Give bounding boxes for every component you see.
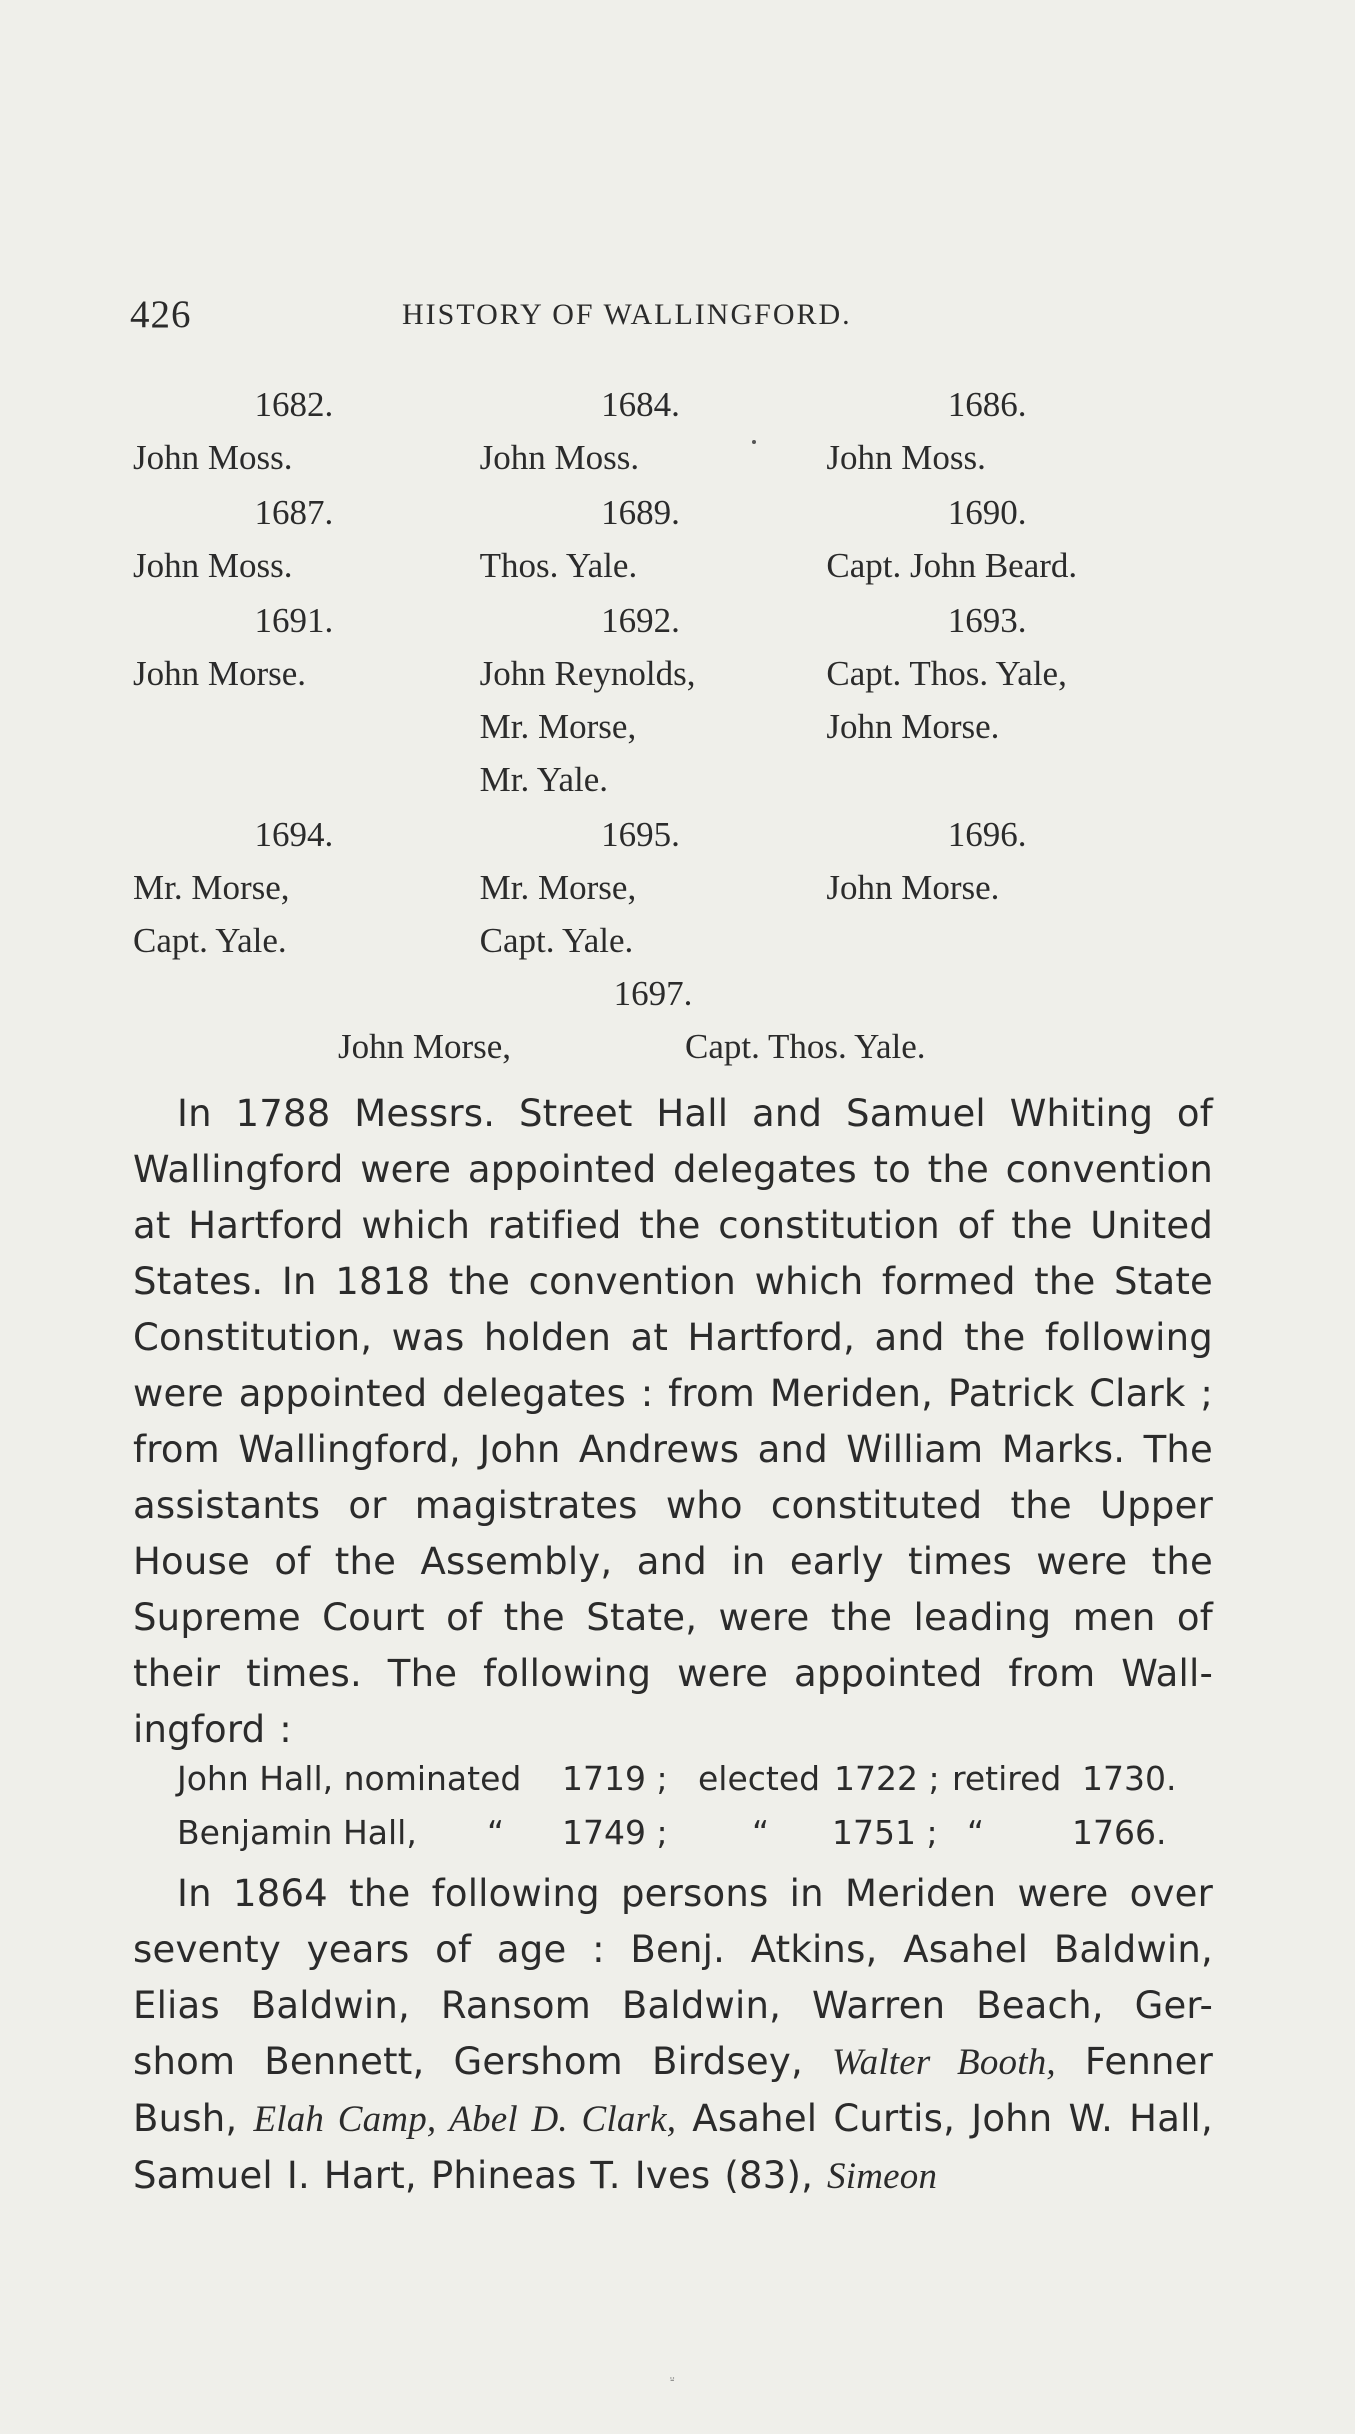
- footer-mark: ⸚: [670, 2373, 675, 2388]
- election-year: 1684.: [601, 385, 680, 424]
- nominated-year: 1749 ;: [562, 1813, 668, 1852]
- delegate-name: John Moss.: [826, 438, 986, 477]
- delegate-name: Capt. Yale.: [479, 921, 634, 960]
- ditto-mark: “: [487, 1813, 505, 1852]
- election-cell: [480, 486, 827, 592]
- election-year: 1686.: [947, 385, 1027, 424]
- election-year: 1692.: [601, 601, 680, 640]
- delegate-name: John Morse.: [133, 654, 307, 693]
- delegate-name: John Morse.: [826, 868, 1000, 907]
- delegate-name: Mr. Morse,: [479, 707, 637, 746]
- elected-year: 1722 ;: [834, 1759, 940, 1798]
- paragraph-delegates: [133, 1086, 1213, 1758]
- assistant-row: [177, 1752, 1197, 1806]
- delegate-name: Mr. Morse,: [133, 868, 290, 907]
- delegate-name: Mr. Yale.: [479, 760, 609, 799]
- delegate-name: Capt. Thos. Yale,: [826, 654, 1067, 693]
- election-cell: [826, 486, 1173, 592]
- delegate-name: Mr. Morse,: [479, 868, 637, 907]
- election-year: 1687.: [254, 493, 334, 532]
- retired-year: 1766.: [1072, 1813, 1167, 1852]
- text-run: Fenner Bush,: [133, 2040, 1213, 2140]
- nominated-year: 1719 ;: [562, 1759, 668, 1798]
- election-cell: [133, 808, 480, 967]
- text-run: In 1864 the following persons in Meriden were over seventy years of age : Benj. Atkins, Asahel Baldwin, Elias Baldwin, Ransom Baldwin, Warren Beach, Ger- shom Bennett, Gershom Birdsey,: [133, 1872, 1213, 2083]
- page-number: 426: [130, 293, 192, 336]
- delegate-name: Capt. Thos. Yale.: [685, 1027, 926, 1066]
- italic-name: Elah Camp, Abel D. Clark,: [253, 2099, 677, 2140]
- elected-year: 1751 ;: [832, 1813, 938, 1852]
- election-cell: [133, 594, 480, 806]
- election-row: [133, 808, 1173, 967]
- election-table: [133, 378, 1173, 1075]
- final-election: [133, 967, 1173, 1075]
- election-cell: [133, 378, 480, 484]
- retired-label: “: [967, 1813, 985, 1852]
- elected-label: “: [752, 1813, 770, 1852]
- paragraph-meriden: [133, 1866, 1213, 2205]
- election-year: 1694.: [254, 815, 334, 854]
- paragraph-text: [133, 1866, 1213, 2205]
- italic-name: Walter Booth,: [832, 2042, 1056, 2083]
- election-cell: [480, 594, 827, 806]
- election-cell: [826, 594, 1173, 806]
- running-head: [130, 292, 1220, 342]
- election-year: 1691.: [254, 601, 334, 640]
- assistant-row: [177, 1806, 1197, 1860]
- delegate-name: John Moss.: [133, 438, 293, 477]
- running-title: HISTORY OF WALLINGFORD.: [402, 298, 852, 331]
- italic-name: Simeon: [827, 2156, 938, 2197]
- delegate-name: John Morse.: [826, 707, 1000, 746]
- election-row: [133, 594, 1173, 806]
- assistant-name: Benjamin Hall,: [177, 1813, 417, 1852]
- retired-year: 1730.: [1082, 1759, 1177, 1798]
- retired-label: retired: [952, 1759, 1062, 1798]
- election-year: 1693.: [947, 601, 1027, 640]
- election-year: 1696.: [947, 815, 1027, 854]
- paragraph-text: In 1788 Messrs. Street Hall and Samuel Whiting of Wallingford were appointed delegates to the convention at Hartford which ratified the constitution of the United States. In 1818 the convention which formed the State Constitution, was holden at Hartford, and the following were appointed delegates : from Meriden, Patrick Clark ; from Wallingford, John Andrews and William Marks. The assistants or magistrates who constituted the Upper House of the Assembly, and in early times were the Supreme Court of the State, were the leading men of their times. The following were appointed from Wall- ingford :: [133, 1092, 1213, 1751]
- delegate-name: John Morse,: [338, 1027, 512, 1066]
- text-run: Asahel Curtis, John W. Hall, Samuel I. Hart, Phineas T. Ives (83),: [133, 2097, 1213, 2197]
- election-row: [133, 486, 1173, 592]
- election-cell: [480, 378, 827, 484]
- election-year: 1697.: [613, 974, 693, 1013]
- election-cell: [133, 486, 480, 592]
- delegate-name: John Moss.: [479, 438, 640, 477]
- election-year: 1690.: [947, 493, 1027, 532]
- election-cell: [826, 808, 1173, 967]
- election-cell: [826, 378, 1173, 484]
- delegate-name: John Moss.: [133, 546, 293, 585]
- assistant-name: John Hall, nominated: [177, 1759, 522, 1798]
- assistants-list: [177, 1752, 1197, 1860]
- election-year: 1689.: [601, 493, 680, 532]
- election-row: [133, 378, 1173, 484]
- election-year: 1682.: [254, 385, 334, 424]
- delegate-name: Thos. Yale.: [479, 546, 638, 585]
- election-cell: [480, 808, 827, 967]
- delegate-name: John Reynolds,: [479, 654, 696, 693]
- delegate-name: Capt. John Beard.: [826, 546, 1078, 585]
- elected-label: elected: [698, 1759, 821, 1798]
- election-year: 1695.: [601, 815, 680, 854]
- delegate-name: Capt. Yale.: [133, 921, 287, 960]
